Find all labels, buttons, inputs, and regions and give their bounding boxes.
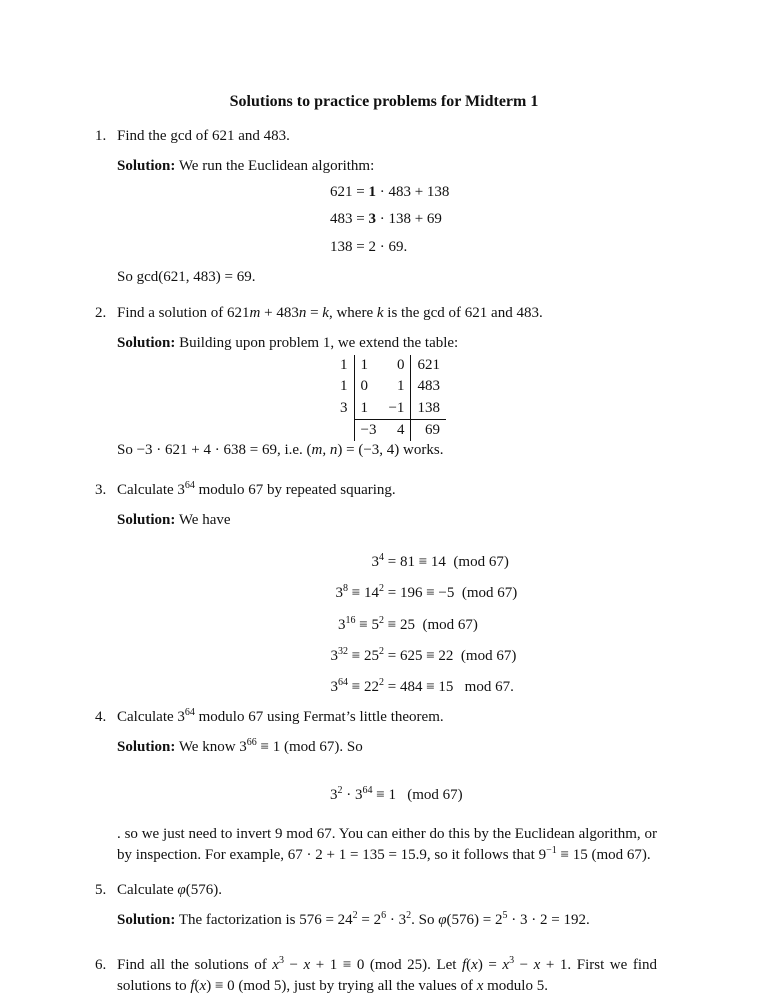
problem-6 — [95, 955, 657, 995]
conclusion-text: . so we just need to invert 9 mod 67. You can either do this by the Euclidean algorithm, or by inspection. For example, 67 · 2 + 1 = 135 = 15.9, so it follows that $9^{-1} \equiv 15$ (mod 67). — [117, 826, 657, 864]
solution-text: Solution: We know $3^{66} \equiv 1$ (mod 67). So — [117, 737, 363, 756]
equation-line: 483 = 3 · 138 + 69 — [330, 211, 442, 228]
solution-intro: Building upon problem 1, we extend the table: — [179, 335, 459, 352]
problem-statement: Calculate $3^{64}$ modulo 67 using Fermat’s little theorem. — [117, 707, 444, 725]
problem-number: 5. — [95, 882, 107, 898]
solution-text — [117, 333, 657, 354]
equation-line: $3^4 = 81 \equiv 14$ (mod 67) — [371, 552, 509, 570]
problem-2 — [95, 303, 657, 355]
problem-1-conclusion — [117, 267, 657, 288]
solution-label: Solution: — [117, 158, 176, 175]
solution-label: Solution: — [117, 512, 176, 529]
problem-statement: Find all the solutions of $x^3 - x + 1 \equiv 0$ (mod 25). Let $f(x) = x^3 - x + 1$. First we find solutions to f(x) ≡ 0 (mod 5), just by trying all the values of x modulo 5. — [117, 955, 657, 995]
solution-text — [117, 510, 657, 531]
problem-2-conclusion — [117, 440, 657, 461]
equation-line: $3^{64} \equiv 22^2 = 484 \equiv 15$ mod 67. — [330, 677, 514, 696]
equation-line: $3^{32} \equiv 25^2 = 625 \equiv 22$ (mod 67) — [330, 645, 517, 664]
equation-line: $3^2 \cdot 3^{64} \equiv 1$ (mod 67) — [330, 785, 463, 803]
solution-intro: We have — [178, 512, 231, 529]
problem-4-conclusion — [117, 824, 657, 867]
problem-statement: Calculate $3^{64}$ modulo 67 by repeated squaring. — [117, 480, 396, 498]
problem-5 — [95, 880, 657, 932]
solution-label: Solution: — [117, 912, 176, 929]
problem-number: 6. — [95, 957, 107, 973]
problem-4 — [95, 707, 657, 759]
conclusion-text: So −3 · 621 + 4 · 638 = 69, i.e. (m, n) = (−3, 4) works. — [117, 442, 444, 458]
problem-statement: Find a solution of 621m + 483n = k, where k is the gcd of 621 and 483. — [117, 305, 543, 321]
problem-1 — [95, 126, 657, 178]
conclusion-text: So gcd(621, 483) = 69. — [117, 269, 256, 285]
problem-number: 1. — [95, 128, 107, 144]
extended-euclid-table: 1 1 0 621 1 0 1 483 3 1 −1 138 −3 4 69 — [334, 355, 446, 441]
equation-line: $3^{16} \equiv 5^2 \equiv 25$ (mod 67) — [338, 614, 478, 633]
problem-statement: Find the gcd of 621 and 483. — [117, 128, 290, 144]
problem-number: 4. — [95, 709, 107, 725]
solution-label: Solution: — [117, 739, 176, 756]
solution-intro: We run the Euclidean algorithm: — [178, 158, 375, 175]
problem-number: 2. — [95, 305, 107, 321]
solution-text: Solution: The factorization is $576 = 24^2 = 2^6 \cdot 3^2$. So $\varphi(576) = 2^5 \cdot 3 \cdot 2 = 192$. — [117, 910, 590, 929]
problem-3 — [95, 480, 657, 532]
equation-line: $3^8 \equiv 14^2 = 196 \equiv -5$ (mod 67) — [335, 583, 518, 602]
page-title: Solutions to practice problems for Midterm 1 — [229, 93, 539, 110]
equation-block-3 — [296, 552, 517, 698]
problem-statement: Calculate φ(576). — [117, 882, 222, 898]
solution-label: Solution: — [117, 335, 176, 352]
solution-text — [117, 156, 657, 177]
equation-block-1 — [330, 182, 449, 258]
problem-number: 3. — [95, 482, 107, 498]
equation-line: 621 = 1 · 483 + 138 — [330, 184, 450, 200]
equation-block-4 — [330, 785, 463, 806]
equation-line: 138 = 2 · 69. — [330, 238, 408, 255]
